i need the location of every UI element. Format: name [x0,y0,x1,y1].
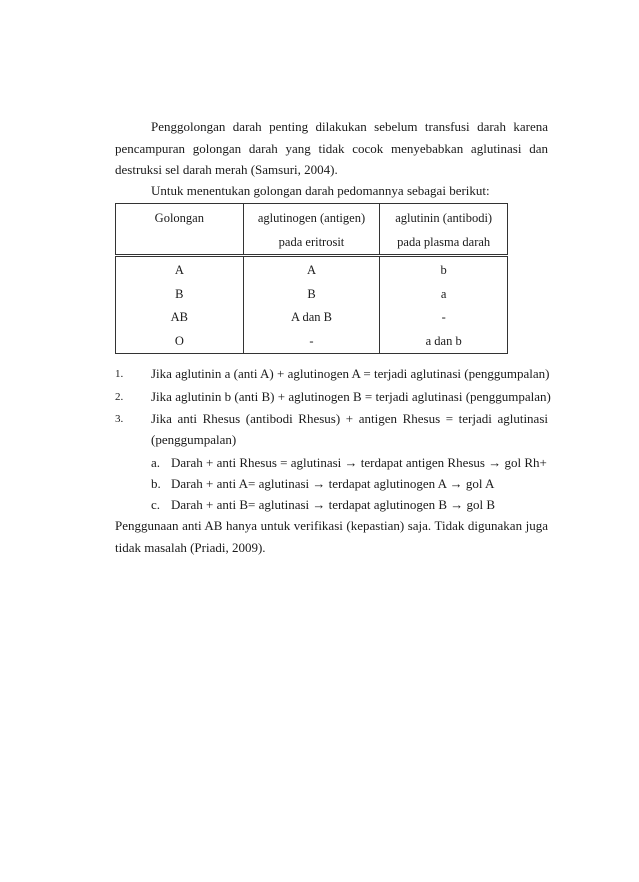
list-item-3-line-1: Jika anti Rhesus (antibodi Rhesus) + antigen Rhesus = terjadi aglutinasi [151,411,548,426]
table-cell: - [441,310,446,324]
table-cell: A [306,263,316,277]
list-item-2: Jika aglutinin b (anti B) + aglutinogen B = terjadi aglutinasi (penggumpalan) [151,389,551,404]
table-cell: AB [170,310,189,324]
list-number-2: 2. [115,391,124,403]
header-aglutinogen: aglutinogen (antigen) pada eritrosit [243,204,380,256]
closing-line-1: Penggunaan anti AB hanya untuk verifikasi (kepastian) saja. Tidak digunakan juga [115,518,548,533]
table-cell: B [307,286,316,301]
intro-line-4: Untuk menentukan golongan darah pedomannya sebagai berikut: [151,183,490,198]
header-golongan: Golongan [116,204,244,256]
column-golongan [116,256,244,354]
sublist-item-a: Darah + anti Rhesus = aglutinasi → terdapat antigen Rhesus → gol Rh+ [171,455,547,470]
table-cell: O [174,333,184,348]
table-cell: B [175,286,184,301]
column-aglutinogen [243,256,380,354]
list-item-3-line-2: (penggumpalan) [151,432,237,447]
blood-group-table [115,203,508,354]
column-aglutinin [380,256,508,354]
table-body-row [116,256,508,354]
sublist-letter-b: b. [151,476,161,491]
intro-line-1: Penggolongan darah penting dilakukan sebelum transfusi darah karena [151,119,548,134]
table-cell: a dan b [425,333,462,348]
intro-line-3: destruksi sel darah merah (Samsuri, 2004). [115,162,338,177]
sublist-letter-a: a. [151,455,161,470]
table-header-row [116,204,508,256]
table-cell: - [309,333,314,348]
table-cell: a [440,286,447,301]
sublist-letter-c: c. [151,497,161,512]
header-aglutinin: aglutinin (antibodi) pada plasma darah [380,204,508,256]
sublist-item-c: Darah + anti B= aglutinasi → terdapat aglutinogen B → gol B [171,497,496,512]
intro-line-2: pencampuran golongan darah yang tidak cocok menyebabkan aglutinasi dan [115,141,548,156]
table-cell: A dan B [290,310,332,324]
list-number-3: 3. [115,413,124,425]
sublist-item-b: Darah + anti A= aglutinasi → terdapat aglutinogen A → gol A [171,476,495,491]
list-item-1: Jika aglutinin a (anti A) + aglutinogen A = terjadi aglutinasi (penggumpalan) [151,366,550,381]
table-cell: A [174,263,184,277]
list-number-1: 1. [115,368,124,380]
closing-line-2: tidak masalah (Priadi, 2009). [115,540,266,555]
table-cell: b [440,263,447,277]
